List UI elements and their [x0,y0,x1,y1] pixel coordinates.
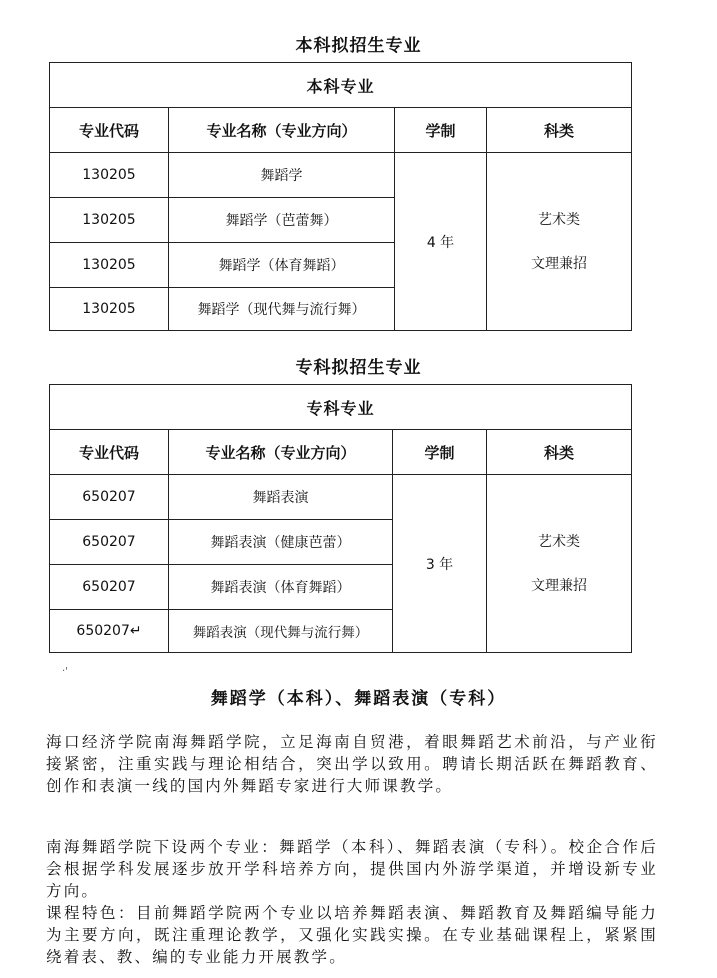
category-line-arts: 艺术类 [538,211,580,228]
header-major-name: 专业名称（专业方向） [169,430,393,475]
major-name-cell: 舞蹈表演（现代舞与流行舞） [169,610,393,653]
header-category: 科类 [487,430,632,475]
header-major-code: 专业代码 [50,430,169,475]
duration-cell: 3 年 [393,475,487,653]
header-major-code: 专业代码 [50,108,169,153]
major-code-cell: 130205 [50,288,169,331]
major-name-cell: 舞蹈学（芭蕾舞） [169,198,395,243]
undergrad-table-caption: 本科专业 [50,63,632,108]
header-major-name: 专业名称（专业方向） [169,108,395,153]
vocational-majors-table [49,384,632,653]
category-line-arts: 艺术类 [538,533,580,550]
table-row [50,475,632,520]
duration-cell: 4 年 [395,153,487,331]
major-name-cell: 舞蹈表演 [169,475,393,520]
category-cell [487,475,632,653]
major-code-cell: 650207 [50,520,169,565]
undergrad-section-title: 本科拟招生专业 [295,36,422,56]
curriculum-paragraph: 课程特色：目前舞蹈学院两个专业以培养舞蹈表演、舞蹈教育及舞蹈编导能力为主要方向，既注重理论教学，又强化实践实操。在专业基础课程上，紧紧围绕着表、教、编的专业能力开展教学。 [46,904,658,966]
major-code-cell: 650207↵ [50,610,169,653]
stray-mark: ·' [62,666,68,677]
article-heading: 舞蹈学（本科）、舞蹈表演（专科） [210,689,507,709]
intro-paragraph: 海口经济学院南海舞蹈学院，立足海南自贸港，着眼舞蹈艺术前沿，与产业衔接紧密，注重实践与理论相结合，突出学以致用。聘请长期活跃在舞蹈教育、创作和表演一线的国内外舞蹈专家进行大师课教学。 [46,733,658,795]
header-duration: 学制 [393,430,487,475]
major-name-cell: 舞蹈学（体育舞蹈） [169,243,395,288]
category-line-admission: 文理兼招 [531,577,587,594]
header-duration: 学制 [395,108,487,153]
vocational-section-title: 专科拟招生专业 [295,358,422,378]
table-row [50,153,632,198]
major-name-cell: 舞蹈学（现代舞与流行舞） [169,288,395,331]
header-category: 科类 [487,108,632,153]
major-code-cell: 130205 [50,153,169,198]
major-code-cell: 650207 [50,475,169,520]
major-name-cell: 舞蹈表演（体育舞蹈） [169,565,393,610]
category-cell [487,153,632,331]
category-line-admission: 文理兼招 [531,255,587,272]
major-code-cell: 130205 [50,243,169,288]
major-code-cell: 650207 [50,565,169,610]
majors-paragraph: 南海舞蹈学院下设两个专业：舞蹈学（本科）、舞蹈表演（专科）。校企合作后会根据学科发展逐步放开学科培养方向，提供国内外游学渠道，并增设新专业方向。 [46,838,658,900]
major-code-cell: 130205 [50,198,169,243]
vocational-table-caption: 专科专业 [50,385,632,430]
major-name-cell: 舞蹈学 [169,153,395,198]
undergrad-majors-table [49,62,632,331]
major-name-cell: 舞蹈表演（健康芭蕾） [169,520,393,565]
